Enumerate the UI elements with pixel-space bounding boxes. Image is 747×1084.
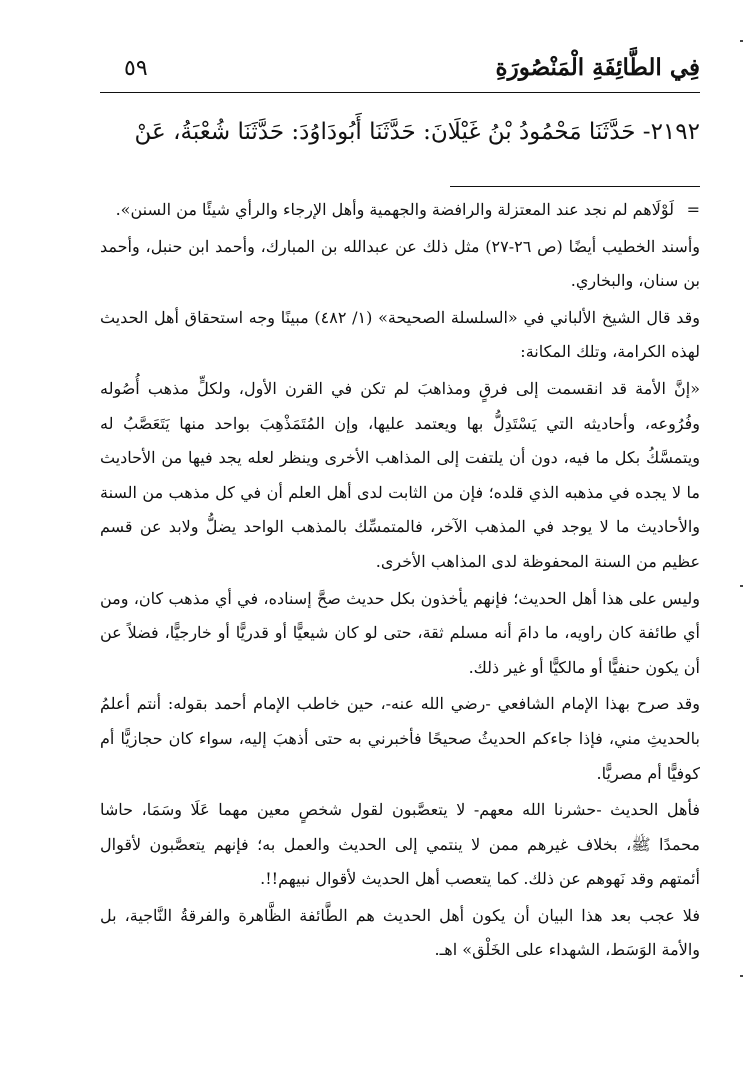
footnote-paragraph-1 <box>100 193 700 228</box>
page-number: ٥٩ <box>124 56 148 81</box>
footnote-paragraph-4: «إنَّ الأمة قد انقسمت إلى فرقٍ ومذاهبَ لم تكن في القرن الأول، ولكلٍّ مذهب أُصُوله وفُرُوعه، وأحاديثه التي يَسْتَدِلُّ بها ويعتمد عليها، وإن المُتَمَذْهِبَ بواحد منها يَتَعَصَّبُ له ويتمسَّكُ بكل ما فيه، دون أن يلتفت إلى المذاهب الأخرى وينظر لعله يجد فيها من الأحاديث ما لا يجده في مذهبه الذي قلده؛ فإن من الثابت لدى أهل العلم أن في كل مذهب من السنة والأحاديث ما لا يوجد في المذهب الآخر، فالمتمسِّك بالمذهب الواحد يضلُّ ولابد عن قسم عظيم من السنة المحفوظة لدى المذاهب الأخرى. <box>100 378 700 571</box>
footnote-paragraph-3: وقد قال الشيخ الألباني في «السلسلة الصحيحة» (١/ ٤٨٢) مبينًا وجه استحقاق أهل الحديث لهذه الكرامة، وتلك المكانة: <box>100 307 700 362</box>
footnote-separator <box>450 186 700 187</box>
running-title: فِي الطَّائِفَةِ الْمَنْصُورَةِ <box>495 54 700 81</box>
hadith-line: ٢١٩٢- حَدَّثَنَا مَحْمُودُ بْنُ غَيْلَانَ: حَدَّثَنَا أَبُودَاوُدَ: حَدَّثَنَا شُعْبَةُ، عَنْ <box>134 119 700 145</box>
footnote-paragraph-8: فلا عجب بعد هذا البيان أن يكون أهل الحديث هم الطَّائفة الظَّاهرة والفرقةُ النَّاجية، بل والأمة الوَسَط، الشهداء على الخَلْق» اهـ. <box>100 905 700 960</box>
scan-margin-mark <box>740 585 743 587</box>
page-header <box>100 48 700 93</box>
scan-margin-mark <box>740 40 743 42</box>
footnote-block <box>100 193 700 970</box>
scan-margin-mark <box>740 975 743 977</box>
footnote-paragraph-2: وأسند الخطيب أيضًا (ص ٢٦-٢٧) مثل ذلك عن عبدالله بن المبارك، وأحمد ابن حنبل، وأحمد بن سنان، والبخاري. <box>100 236 700 291</box>
continuation-mark: = <box>686 200 700 219</box>
footnote-paragraph-text: لَوْلَاهم لم نجد عند المعتزلة والرافضة والجهمية وأهل الإرجاء والرأي شيئًا من السنن». <box>115 200 674 219</box>
footnote-paragraph-5: وليس على هذا أهل الحديث؛ فإنهم يأخذون بكل حديث صحَّ إسناده، في أي مذهب كان، ومن أي طائفة كان راويه، ما دامَ أنه مسلم ثقة، حتى لو كان شيعيًّا أو قدريًّا أو خارجيًّا، فضلاً عن أن يكون حنفيًّا أو مالكيًّا أو غير ذلك. <box>100 588 700 677</box>
footnote-paragraph-6: وقد صرح بهذا الإمام الشافعي -رضي الله عنه-، حين خاطب الإمام أحمد بقوله: أنتم أعلمُ بالحديثِ مني، فإذا جاءكم الحديثُ صحيحًا فأخبرني به حتى أذهبَ إليه، سواء كان حجازيًّا أم كوفيًّا أم مصريًّا. <box>100 694 700 783</box>
footnote-paragraph-7: فأهل الحديث -حشرنا الله معهم- لا يتعصَّبون لقول شخصٍ معين مهما عَلَا وسَمَا، حاشا محمدًا ﷺ، بخلاف غيرهم ممن لا ينتمي إلى الحديث والعمل به؛ فإنهم يتعصَّبون لأقوال أئمتهم وقد نَهوهم عن ذلك. كما يتعصب أهل الحديث لأقوال نبيهم!!. <box>100 800 700 889</box>
